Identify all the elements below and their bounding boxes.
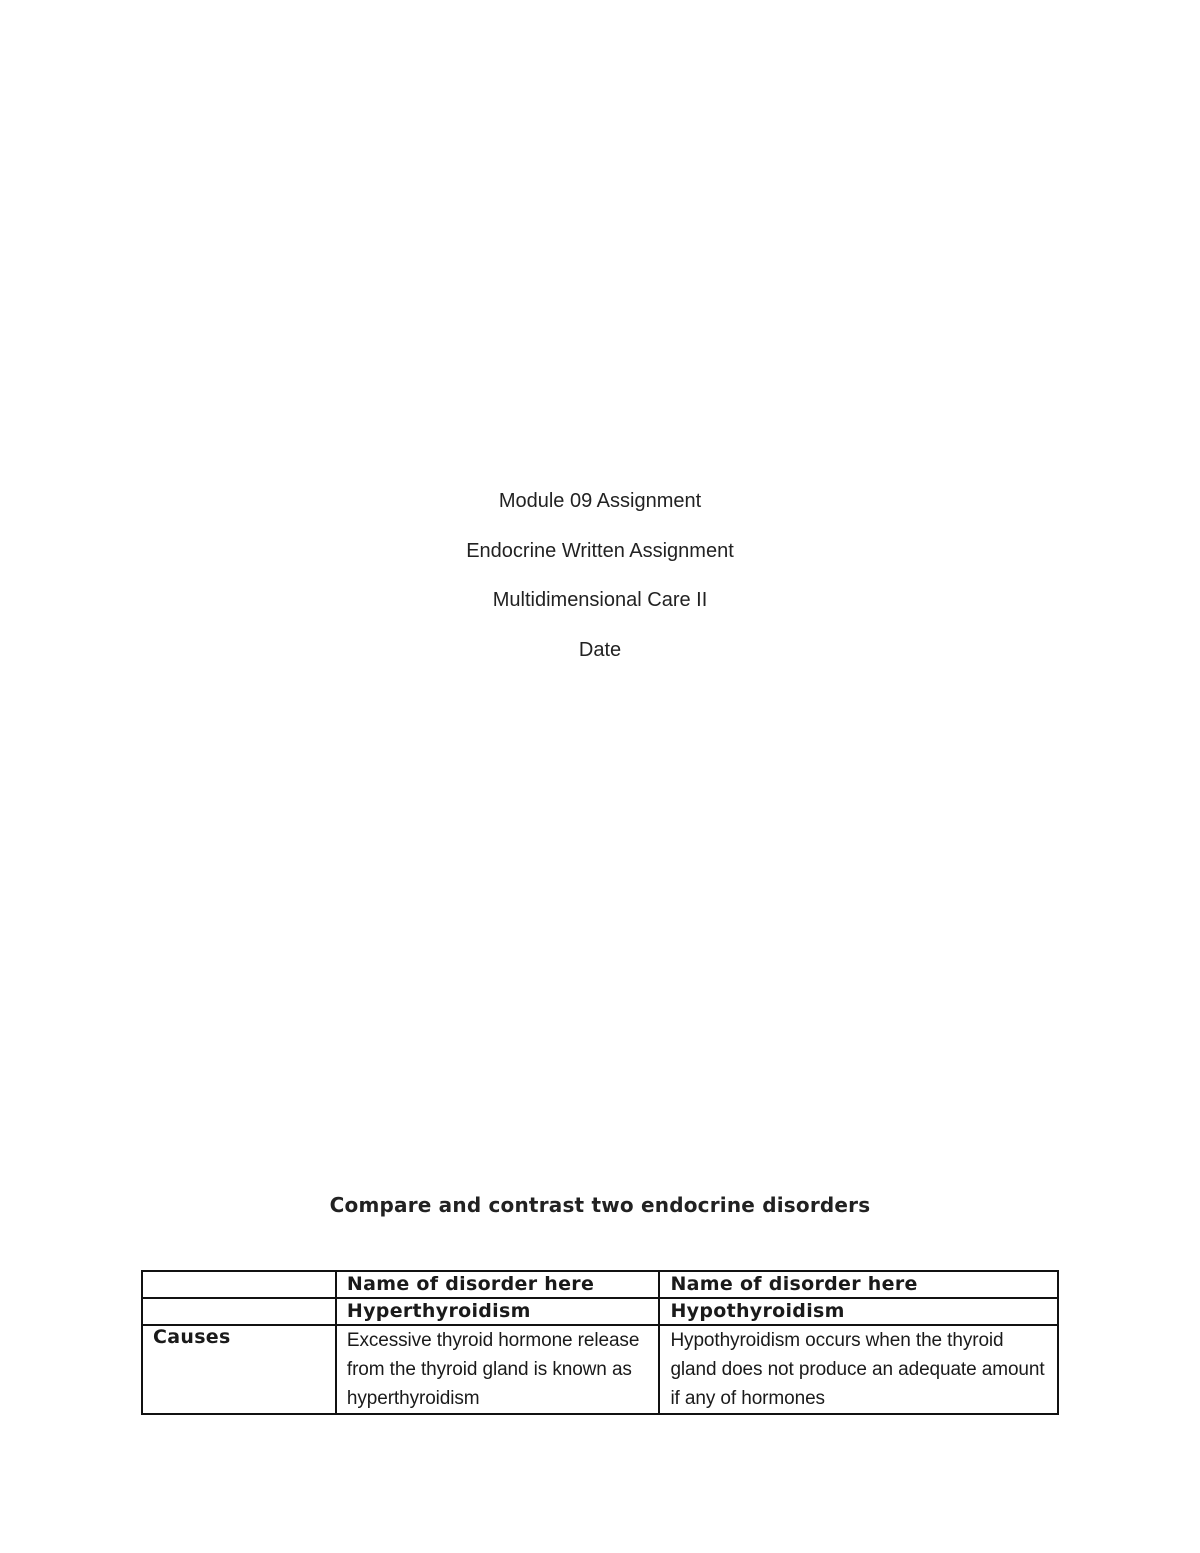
header-disorder-a: Name of disorder here	[336, 1271, 660, 1298]
table-name-row	[142, 1298, 1058, 1325]
assignment-title: Endocrine Written Assignment	[466, 539, 734, 562]
date-line: Date	[578, 638, 622, 661]
disorder-a-name: Hyperthyroidism	[336, 1298, 660, 1325]
table-causes-row	[142, 1325, 1058, 1414]
course-name: Multidimensional Care II	[492, 589, 708, 611]
section-heading: Compare and contrast two endocrine disorders	[329, 1193, 871, 1217]
table-header-row	[142, 1271, 1058, 1298]
header-disorder-b: Name of disorder here	[659, 1271, 1058, 1298]
header-label-cell	[142, 1271, 336, 1298]
comparison-table	[141, 1270, 1059, 1415]
disorder-b-name: Hypothyroidism	[659, 1298, 1058, 1325]
module-title: Module 09 Assignment	[498, 490, 702, 512]
title-page-block	[0, 486, 1200, 684]
causes-label: Causes	[142, 1325, 336, 1414]
causes-disorder-b: Hypothyroidism occurs when the thyroid gland does not produce an adequate amount if any of hormones	[659, 1325, 1058, 1414]
name-label-cell	[142, 1298, 336, 1325]
causes-disorder-a: Excessive thyroid hormone release from the thyroid gland is known as hyperthyroidism	[336, 1325, 660, 1414]
